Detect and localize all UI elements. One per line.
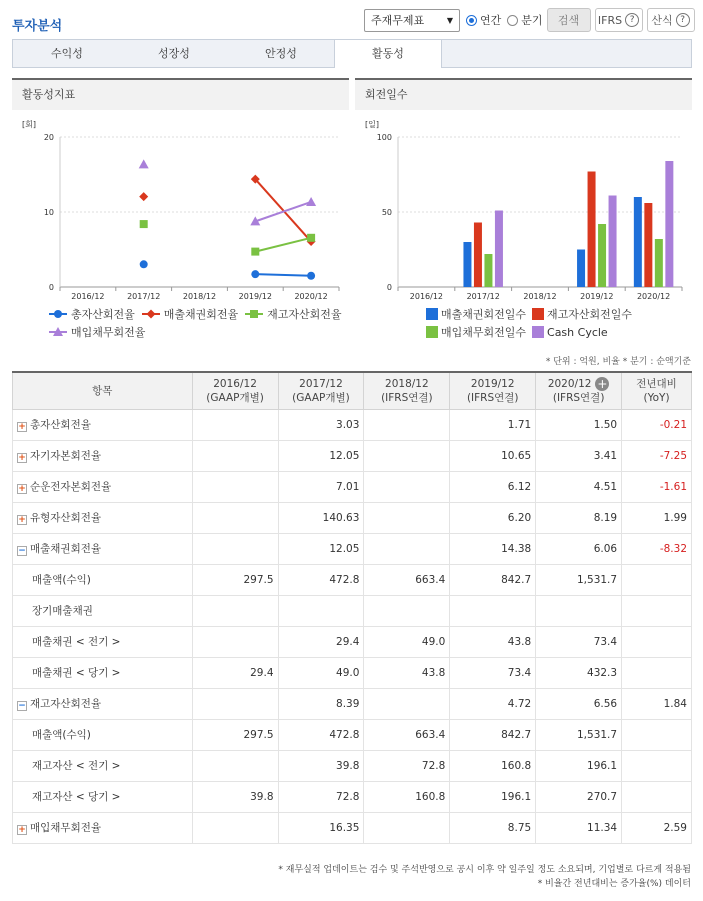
x-tick-label: 2019/12 (580, 292, 614, 301)
tab-growth[interactable]: 성장성 (158, 47, 190, 60)
page-title: 투자분석 (12, 19, 63, 34)
value-cell: 12.05 (278, 440, 364, 471)
legend-swatch-icon (244, 308, 264, 320)
turnover-days-chart (355, 112, 692, 307)
legend-swatch-icon (141, 308, 161, 320)
bar (577, 250, 585, 288)
y-unit-label: [회] (22, 120, 36, 129)
x-tick-label: 2017/12 (466, 292, 500, 301)
data-point (139, 159, 149, 168)
value-cell (192, 502, 278, 533)
value-cell: 3.03 (278, 409, 364, 440)
table-row (13, 626, 692, 657)
bar (665, 161, 673, 287)
row-label-cell[interactable] (13, 440, 193, 471)
table-row (13, 440, 692, 471)
table-row (13, 533, 692, 564)
column-header-basis: (GAAP개별) (292, 391, 350, 404)
legend-label: 총자산회전율 (71, 308, 135, 321)
bar (644, 203, 652, 287)
row-label-cell[interactable] (13, 533, 193, 564)
row-label-cell (13, 595, 193, 626)
data-point (139, 192, 148, 201)
x-tick-label: 2016/12 (409, 292, 444, 301)
expand-icon[interactable]: + (18, 484, 26, 494)
legend-swatch-icon (48, 308, 68, 320)
table-row (13, 781, 692, 812)
yoy-cell (622, 657, 692, 688)
column-header (364, 372, 450, 409)
row-label: 재고자산 < 전기 > (32, 760, 121, 772)
row-label-cell (13, 657, 193, 688)
value-cell: 6.56 (536, 688, 622, 719)
column-header-period: 2018/12 (385, 377, 429, 390)
y-unit-label: [일] (365, 120, 379, 129)
value-cell: 8.19 (536, 502, 622, 533)
ifrs-label: IFRS (597, 13, 623, 27)
bar (609, 196, 617, 288)
bar (463, 242, 471, 287)
value-cell (364, 440, 450, 471)
x-tick-label: 2020/12 (294, 292, 328, 301)
value-cell (364, 688, 450, 719)
row-label: 매출채권회전율 (30, 543, 102, 555)
tab-profitability[interactable]: 수익성 (51, 47, 83, 60)
row-label: 총자산회전율 (30, 419, 91, 431)
table-body (13, 409, 692, 843)
data-point (140, 260, 148, 268)
yoy-cell (622, 781, 692, 812)
value-cell: 297.5 (192, 719, 278, 750)
row-label-cell (13, 781, 193, 812)
legend-item[interactable] (48, 306, 135, 322)
table-row (13, 657, 692, 688)
left-panel-title: 활동성지표 (12, 78, 349, 110)
value-cell: 43.8 (364, 657, 450, 688)
footer-note-2: * 비율간 전년대비는 증가율(%) 데이터 (537, 879, 691, 889)
x-tick-label: 2016/12 (71, 292, 105, 301)
data-point (307, 234, 315, 242)
bar (474, 223, 482, 288)
add-circle-icon[interactable]: + (597, 376, 608, 391)
value-cell (364, 812, 450, 843)
activity-table (12, 371, 692, 844)
legend-label: 매출채권회전율 (163, 308, 239, 321)
value-cell: 472.8 (278, 719, 364, 750)
value-cell: 16.35 (278, 812, 364, 843)
radio-annual-label: 연간 (480, 14, 502, 27)
radio-quarter[interactable] (507, 12, 542, 28)
legend-label: 매출채권회전일수 (441, 308, 527, 321)
value-cell: 72.8 (278, 781, 364, 812)
value-cell (192, 409, 278, 440)
yoy-cell: 1.99 (622, 502, 692, 533)
legend-item[interactable] (426, 306, 526, 322)
data-point (251, 248, 259, 256)
series-line (255, 238, 311, 252)
row-label-cell (13, 719, 193, 750)
row-label: 매출채권 < 전기 > (32, 636, 121, 648)
legend-swatch-icon (426, 326, 438, 338)
legend-label: 매입채무회전일수 (441, 326, 527, 339)
row-label: 유형자산회전율 (30, 512, 102, 524)
row-label: 자기자본회전율 (30, 450, 102, 462)
formula-label: 산식 (651, 14, 673, 27)
yoy-cell: -8.32 (622, 533, 692, 564)
value-cell (192, 750, 278, 781)
yoy-cell: 1.84 (622, 688, 692, 719)
right-chart-legend (426, 306, 696, 342)
value-cell: 270.7 (536, 781, 622, 812)
series-line (255, 274, 311, 276)
value-cell: 43.8 (450, 626, 536, 657)
table-row (13, 719, 692, 750)
column-header (450, 372, 536, 409)
value-cell: 11.34 (536, 812, 622, 843)
column-header-period: 항목 (92, 384, 113, 397)
column-header-period: 2020/12 (547, 377, 592, 390)
legend-label: 재고자산회전율 (267, 308, 342, 321)
help-icon: ? (676, 13, 690, 27)
column-header-period: 2017/12 (299, 377, 343, 390)
report-select-value: 주재무제표 (371, 14, 425, 27)
row-label: 순운전자본회전율 (30, 481, 112, 493)
y-tick-label: 50 (381, 208, 392, 217)
value-cell: 49.0 (364, 626, 450, 657)
right-panel-title: 회전일수 (355, 78, 692, 110)
value-cell: 196.1 (536, 750, 622, 781)
value-cell: 663.4 (364, 564, 450, 595)
data-point (306, 197, 316, 206)
row-label: 매입채무회전율 (30, 822, 102, 834)
column-header (536, 372, 622, 409)
value-cell: 39.8 (278, 750, 364, 781)
bar (484, 254, 492, 287)
collapse-icon[interactable]: − (18, 701, 26, 711)
y-tick-label: 0 (386, 283, 392, 292)
value-cell: 663.4 (364, 719, 450, 750)
column-header (622, 372, 692, 409)
yoy-cell (622, 595, 692, 626)
data-point (54, 310, 62, 318)
value-cell: 1.50 (536, 409, 622, 440)
x-tick-label: 2017/12 (127, 292, 161, 301)
activity-ratio-chart (12, 112, 349, 307)
legend-swatch-icon (426, 308, 438, 320)
legend-item[interactable] (532, 326, 608, 339)
value-cell: 1,531.7 (536, 564, 622, 595)
column-header-basis: (YoY) (643, 391, 670, 404)
column-header-basis: (IFRS연결) (552, 391, 605, 404)
value-cell: 6.20 (450, 502, 536, 533)
value-cell: 842.7 (450, 719, 536, 750)
row-label-cell[interactable] (13, 502, 193, 533)
yoy-cell: -7.25 (622, 440, 692, 471)
data-point (146, 310, 155, 319)
value-cell: 7.01 (278, 471, 364, 502)
row-label-cell[interactable] (13, 409, 193, 440)
bar (598, 224, 606, 287)
value-cell (364, 533, 450, 564)
controls-bar (364, 8, 695, 32)
value-cell (450, 595, 536, 626)
help-icon: ? (625, 13, 639, 27)
value-cell: 432.3 (536, 657, 622, 688)
data-point (250, 310, 258, 318)
tab-bar (12, 39, 692, 68)
value-cell: 196.1 (450, 781, 536, 812)
value-cell: 14.38 (450, 533, 536, 564)
data-point (307, 272, 315, 280)
formula-button[interactable] (647, 8, 695, 32)
value-cell: 39.8 (192, 781, 278, 812)
legend-label: Cash Cycle (547, 326, 608, 339)
legend-item[interactable] (426, 324, 526, 340)
column-header-period: 2016/12 (213, 377, 257, 390)
data-point (140, 220, 148, 228)
value-cell (192, 533, 278, 564)
legend-item[interactable] (48, 324, 145, 340)
radio-quarter-label: 분기 (521, 14, 543, 27)
value-cell: 3.41 (536, 440, 622, 471)
value-cell (192, 440, 278, 471)
row-label-cell (13, 750, 193, 781)
row-label: 장기매출채권 (32, 605, 93, 617)
row-label-cell[interactable] (13, 812, 193, 843)
table-row (13, 812, 692, 843)
collapse-icon[interactable]: − (18, 546, 26, 556)
row-label: 재고자산회전율 (30, 698, 102, 710)
bar (634, 197, 642, 287)
tab-stability[interactable]: 안정성 (265, 47, 297, 60)
column-header-basis: (GAAP개별) (206, 391, 264, 404)
value-cell: 297.5 (192, 564, 278, 595)
y-tick-label: 0 (48, 283, 54, 292)
value-cell: 160.8 (450, 750, 536, 781)
yoy-cell (622, 719, 692, 750)
table-row (13, 471, 692, 502)
legend-label: 재고자산회전일수 (547, 308, 633, 321)
row-label-cell[interactable] (13, 688, 193, 719)
value-cell: 6.12 (450, 471, 536, 502)
value-cell: 73.4 (450, 657, 536, 688)
bar (588, 172, 596, 288)
value-cell (192, 812, 278, 843)
column-header (278, 372, 364, 409)
ifrs-button[interactable] (595, 8, 643, 32)
x-tick-label: 2019/12 (238, 292, 272, 301)
x-tick-label: 2020/12 (636, 292, 671, 301)
radio-annual[interactable] (466, 12, 501, 28)
table-row (13, 502, 692, 533)
value-cell (192, 595, 278, 626)
chevron-down-icon: ▼ (446, 15, 453, 25)
report-select[interactable] (364, 9, 460, 32)
yoy-cell (622, 626, 692, 657)
value-cell: 140.63 (278, 502, 364, 533)
value-cell: 29.4 (278, 626, 364, 657)
legend-item[interactable] (141, 306, 238, 322)
column-header-period: 2019/12 (470, 377, 515, 390)
x-tick-label: 2018/12 (182, 292, 217, 301)
value-cell: 4.72 (450, 688, 536, 719)
row-label-cell (13, 564, 193, 595)
series-line (255, 202, 311, 221)
value-cell: 842.7 (450, 564, 536, 595)
value-cell: 8.39 (278, 688, 364, 719)
row-label-cell[interactable] (13, 471, 193, 502)
column-header (192, 372, 278, 409)
column-header (13, 372, 193, 409)
legend-swatch-icon (532, 308, 544, 320)
left-chart-legend (48, 306, 348, 342)
table-row (13, 750, 692, 781)
legend-label: 매입채무회전율 (71, 326, 146, 339)
value-cell: 72.8 (364, 750, 450, 781)
value-cell (278, 595, 364, 626)
bar (655, 239, 663, 287)
value-cell (364, 502, 450, 533)
x-tick-label: 2018/12 (523, 292, 557, 301)
value-cell: 29.4 (192, 657, 278, 688)
value-cell: 1.71 (450, 409, 536, 440)
y-tick-label: 20 (43, 133, 54, 142)
yoy-cell (622, 750, 692, 781)
radio-checked-icon (466, 15, 477, 26)
expand-icon[interactable]: + (18, 825, 26, 835)
row-label-cell (13, 626, 193, 657)
column-header-period: 전년대비 (636, 377, 677, 390)
value-cell: 49.0 (278, 657, 364, 688)
value-cell: 73.4 (536, 626, 622, 657)
legend-swatch-icon (48, 326, 68, 338)
y-tick-label: 100 (376, 133, 392, 142)
value-cell: 472.8 (278, 564, 364, 595)
tab-activity[interactable]: 활동성 (334, 39, 442, 68)
value-cell: 4.51 (536, 471, 622, 502)
unit-note: * 단위 : 억원, 비율 * 분기 : 순액기준 (545, 357, 691, 367)
yoy-cell: 2.59 (622, 812, 692, 843)
value-cell (192, 688, 278, 719)
data-point (251, 270, 259, 278)
value-cell (364, 409, 450, 440)
value-cell: 1,531.7 (536, 719, 622, 750)
row-label: 매출액(수익) (32, 574, 91, 586)
footer-note-1: * 재무실적 업데이트는 검수 및 주석반영으로 공시 이후 약 일주일 정도 소요되며, 기업별로 다르게 적용됨 (278, 865, 691, 875)
row-label: 매출액(수익) (32, 729, 91, 741)
value-cell (192, 471, 278, 502)
expand-icon[interactable]: + (18, 453, 26, 463)
table-header-row (13, 372, 692, 409)
row-label: 재고자산 < 당기 > (32, 791, 121, 803)
table-row (13, 564, 692, 595)
legend-item[interactable] (244, 306, 341, 322)
bar (495, 211, 503, 288)
value-cell: 6.06 (536, 533, 622, 564)
value-cell: 12.05 (278, 533, 364, 564)
search-button[interactable]: 검색 (547, 8, 591, 32)
value-cell: 8.75 (450, 812, 536, 843)
expand-icon[interactable]: + (18, 422, 26, 432)
table-row (13, 409, 692, 440)
series-line (255, 179, 311, 241)
yoy-cell (622, 564, 692, 595)
legend-swatch-icon (532, 326, 544, 338)
value-cell (364, 595, 450, 626)
y-tick-label: 10 (43, 208, 54, 217)
expand-icon[interactable]: + (18, 515, 26, 525)
table-row (13, 595, 692, 626)
row-label: 매출채권 < 당기 > (32, 667, 121, 679)
column-header-basis: (IFRS연결) (381, 391, 433, 404)
radio-unchecked-icon (507, 15, 518, 26)
value-cell (364, 471, 450, 502)
value-cell (536, 595, 622, 626)
legend-item[interactable] (532, 306, 632, 322)
yoy-cell: -0.21 (622, 409, 692, 440)
yoy-cell: -1.61 (622, 471, 692, 502)
value-cell: 160.8 (364, 781, 450, 812)
value-cell (192, 626, 278, 657)
value-cell: 10.65 (450, 440, 536, 471)
column-header-basis: (IFRS연결) (466, 391, 519, 404)
table-row (13, 688, 692, 719)
